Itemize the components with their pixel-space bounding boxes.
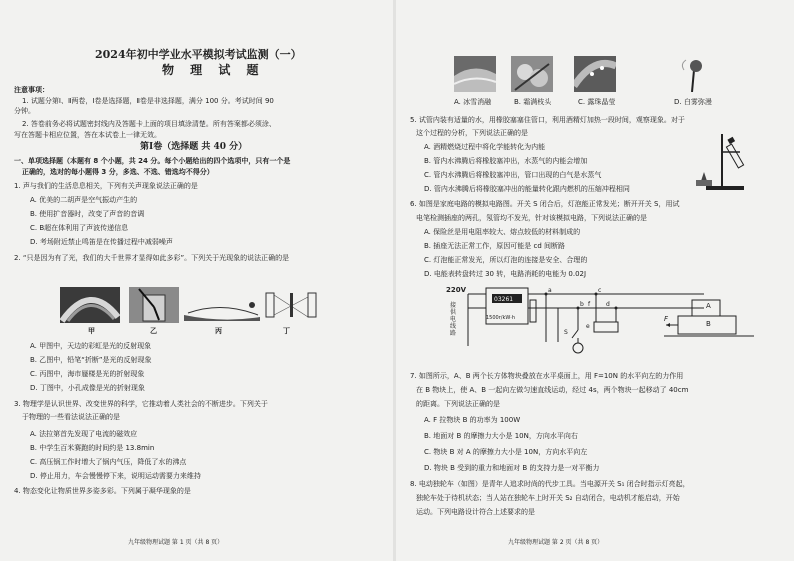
question-7-option-a: A. F 拉物块 B 的功率为 100W (424, 416, 521, 424)
figure-label-ding: 丁 (283, 327, 290, 335)
node-d: d (606, 301, 610, 308)
question-5-stem: 这个过程的分析，下列说法正确的是 (416, 129, 528, 137)
question-5-option-b: B. 管内水沸腾后将橡胶塞冲出，水蒸气的内能会增加 (424, 157, 588, 165)
question-7-stem: 在 B 物块上，使 A、B 一起向左做匀速直线运动，经过 4s，两个物块一起移动了 40cm (416, 386, 689, 394)
exam-subject: 物 理 试 题 (162, 63, 265, 77)
question-3-option-b: B. 中学生百米赛跑的时间约是 13.8min (30, 444, 155, 452)
notice-line: 写在答题卡相应位置，答在本试卷上一律无效。 (14, 131, 161, 139)
notice-line: 2. 答卷前务必将试题密封线内及答题卡上面的项目填涂清楚。所有答案都必须涂、 (22, 120, 276, 128)
question-7-stem: 7. 如图所示，A、B 两个长方体物块叠放在水平桌面上，用 F=10N 的水平向左的力作用 (410, 372, 684, 380)
figure-label-yi: 乙 (150, 327, 157, 335)
node-f: f (588, 301, 591, 308)
question-1-option-d: D. 考场附近禁止鸣笛是在传播过程中减弱噪声 (30, 238, 173, 246)
question-5-stem: 5. 试管内装有适量的水，用橡胶塞塞住管口，利用酒精灯加热一段时间，观察现象。对于 (410, 116, 685, 124)
question-7-option-d: D. 物块 B 受到的重力和地面对 B 的支持力是一对平衡力 (424, 464, 600, 472)
white-fog-photo (678, 56, 708, 92)
question-1-option-b: B. 使用扩音器时，改变了声音的音调 (30, 210, 145, 218)
question-5-option-c: C. 管内水沸腾后将橡胶塞冲出，管口出现的白气是水蒸气 (424, 171, 602, 179)
q4-option-d: D. 白雾弥漫 (674, 98, 712, 106)
section-1-intro: 正确的，选对的每小题得 3 分，多选、不选、错选均不得分） (22, 168, 214, 176)
notice-header: 注意事项： (14, 86, 49, 94)
node-a: a (548, 287, 552, 294)
switch-s-label: S (564, 329, 568, 336)
question-5-option-d: D. 管内水沸腾后将橡胶塞冲出的能量转化跟内燃机的压缩冲程相同 (424, 185, 630, 193)
notice-line: 1. 试题分第Ⅰ、Ⅱ两卷，Ⅰ卷是选择题，Ⅱ卷是非选择题，满分 100 分。考试时间 90 (22, 97, 274, 105)
rainbow-photo (60, 287, 120, 323)
question-3-option-a: A. 法拉第首先发现了电流的磁效应 (30, 430, 138, 438)
question-7-option-c: C. 物块 B 对 A 的摩擦力大小是 10N，方向水平向左 (424, 448, 588, 456)
question-2-option-c: C. 丙图中，海市蜃楼是光的折射现象 (30, 370, 145, 378)
question-6-stem: 电笔检测插座的两孔，氖管均不发光，针对该模拟电路，下列说法正确的是 (416, 214, 647, 222)
question-3-option-c: C. 高压锅工作时增大了锅内气压，降低了水的沸点 (30, 458, 187, 466)
question-2-option-b: B. 乙图中，铅笔“折断”是光的反射现象 (30, 356, 152, 364)
question-2-option-d: D. 丁图中，小孔成像是光的折射现象 (30, 384, 145, 392)
node-c: c (598, 287, 602, 294)
question-3-stem: 3. 物理学是认识世界、改变世界的科学，它推动着人类社会的不断进步。下列关于 (14, 400, 268, 408)
question-3-stem: 于物理的一些看法说法正确的是 (22, 413, 120, 421)
notice-line: 分钟。 (14, 107, 35, 115)
q4-option-c: C. 露珠晶莹 (578, 98, 616, 106)
figure-label-bing: 丙 (215, 327, 222, 335)
question-6-option-d: D. 电能表转盘转过 30 转，电路消耗的电能为 0.02J (424, 270, 587, 278)
page-1-footer: 九年级物理试题 第 1 页（共 8 页） (128, 539, 224, 546)
block-b-label: B (706, 320, 711, 328)
figure-label-jia: 甲 (88, 327, 95, 335)
pencil-in-water-photo (129, 287, 179, 323)
question-7-option-b: B. 地面对 B 的摩擦力大小是 10N，方向水平向右 (424, 432, 578, 440)
question-2-option-a: A. 甲图中，天边的彩虹是光的反射现象 (30, 342, 152, 350)
question-1-stem: 1. 声与我们的生活息息相关，下列有关声现象说法正确的是 (14, 182, 198, 190)
section-1-intro: 一、单项选择题（本题有 8 个小题，共 24 分。每个小题给出的四个选项中，只有一个是 (14, 157, 291, 165)
question-7-stem: 的距离。下列说法正确的是 (416, 400, 500, 408)
test-tube-apparatus (692, 130, 752, 192)
section-1-title: 第Ⅰ卷（选择题 共 40 分） (140, 142, 248, 152)
question-1-option-c: C. B超在体利用了声波传递信息 (30, 224, 129, 232)
exam-title: 2024年初中学业水平模拟考试监测（一） (95, 48, 302, 61)
question-5-option-a: A. 酒精燃烧过程中将化学能转化为内能 (424, 143, 546, 151)
q4-option-b: B. 霜满枝头 (514, 98, 552, 106)
question-8-stem: 独轮车处于待机状态；当人站在独轮车上时开关 S₂ 自动闭合，电动机才能启动，开始 (416, 494, 680, 502)
voltage-label: 220V (446, 286, 467, 294)
meter-unit: 1500r/kW·h (486, 315, 516, 321)
ice-melting-photo (454, 56, 496, 92)
meter-reading: 03261 (494, 296, 514, 303)
question-8-stem: 8. 电动独轮车（如图）是青年人追求时尚的代步工具。当电源开关 S₁ 闭合时指示灯亮起， (410, 480, 690, 488)
force-f-label: F (664, 315, 669, 323)
question-4-stem: 4. 物态变化让物质世界多姿多彩。下列属于凝华现象的是 (14, 487, 191, 495)
pinhole-diagram (262, 287, 322, 323)
question-6-option-c: C. 灯泡能正常发光，所以灯泡的连接是安全、合理的 (424, 256, 588, 264)
node-e: e (586, 323, 590, 330)
page-1 (0, 0, 393, 561)
question-6-stem: 6. 如图是家庭电路的模拟电路图。开关 S 闭合后，灯泡能正常发光；断开开关 S，用试 (410, 200, 680, 208)
frost-branch-photo (511, 56, 553, 92)
question-6-option-a: A. 保险丝是用电阻率较大、熔点较低的材料制成的 (424, 228, 581, 236)
question-2-stem: 2. “只是因为有了光，我们的大千世界才显得如此多彩”。下列关于光现象的说法正确的是 (14, 254, 290, 262)
question-3-option-d: D. 停止用力，车会慢慢停下来，说明运动需要力来维持 (30, 472, 201, 480)
question-6-option-b: B. 插座无法正常工作，原因可能是 cd 间断路 (424, 242, 565, 250)
mirage-diagram (182, 287, 262, 323)
node-b: b (580, 301, 584, 308)
page-2 (396, 0, 794, 561)
supply-line-label: 接供电线路 (450, 302, 457, 337)
q4-option-a: A. 冰雪消融 (454, 98, 492, 106)
dew-drops-photo (574, 56, 616, 92)
page-2-footer: 九年级物理试题 第 2 页（共 8 页） (508, 539, 604, 546)
question-1-option-a: A. 优美的二胡声是空气振动产生的 (30, 196, 138, 204)
question-8-stem: 运动。下列电路设计符合上述要求的是 (416, 508, 535, 516)
block-a-label: A (706, 302, 711, 310)
